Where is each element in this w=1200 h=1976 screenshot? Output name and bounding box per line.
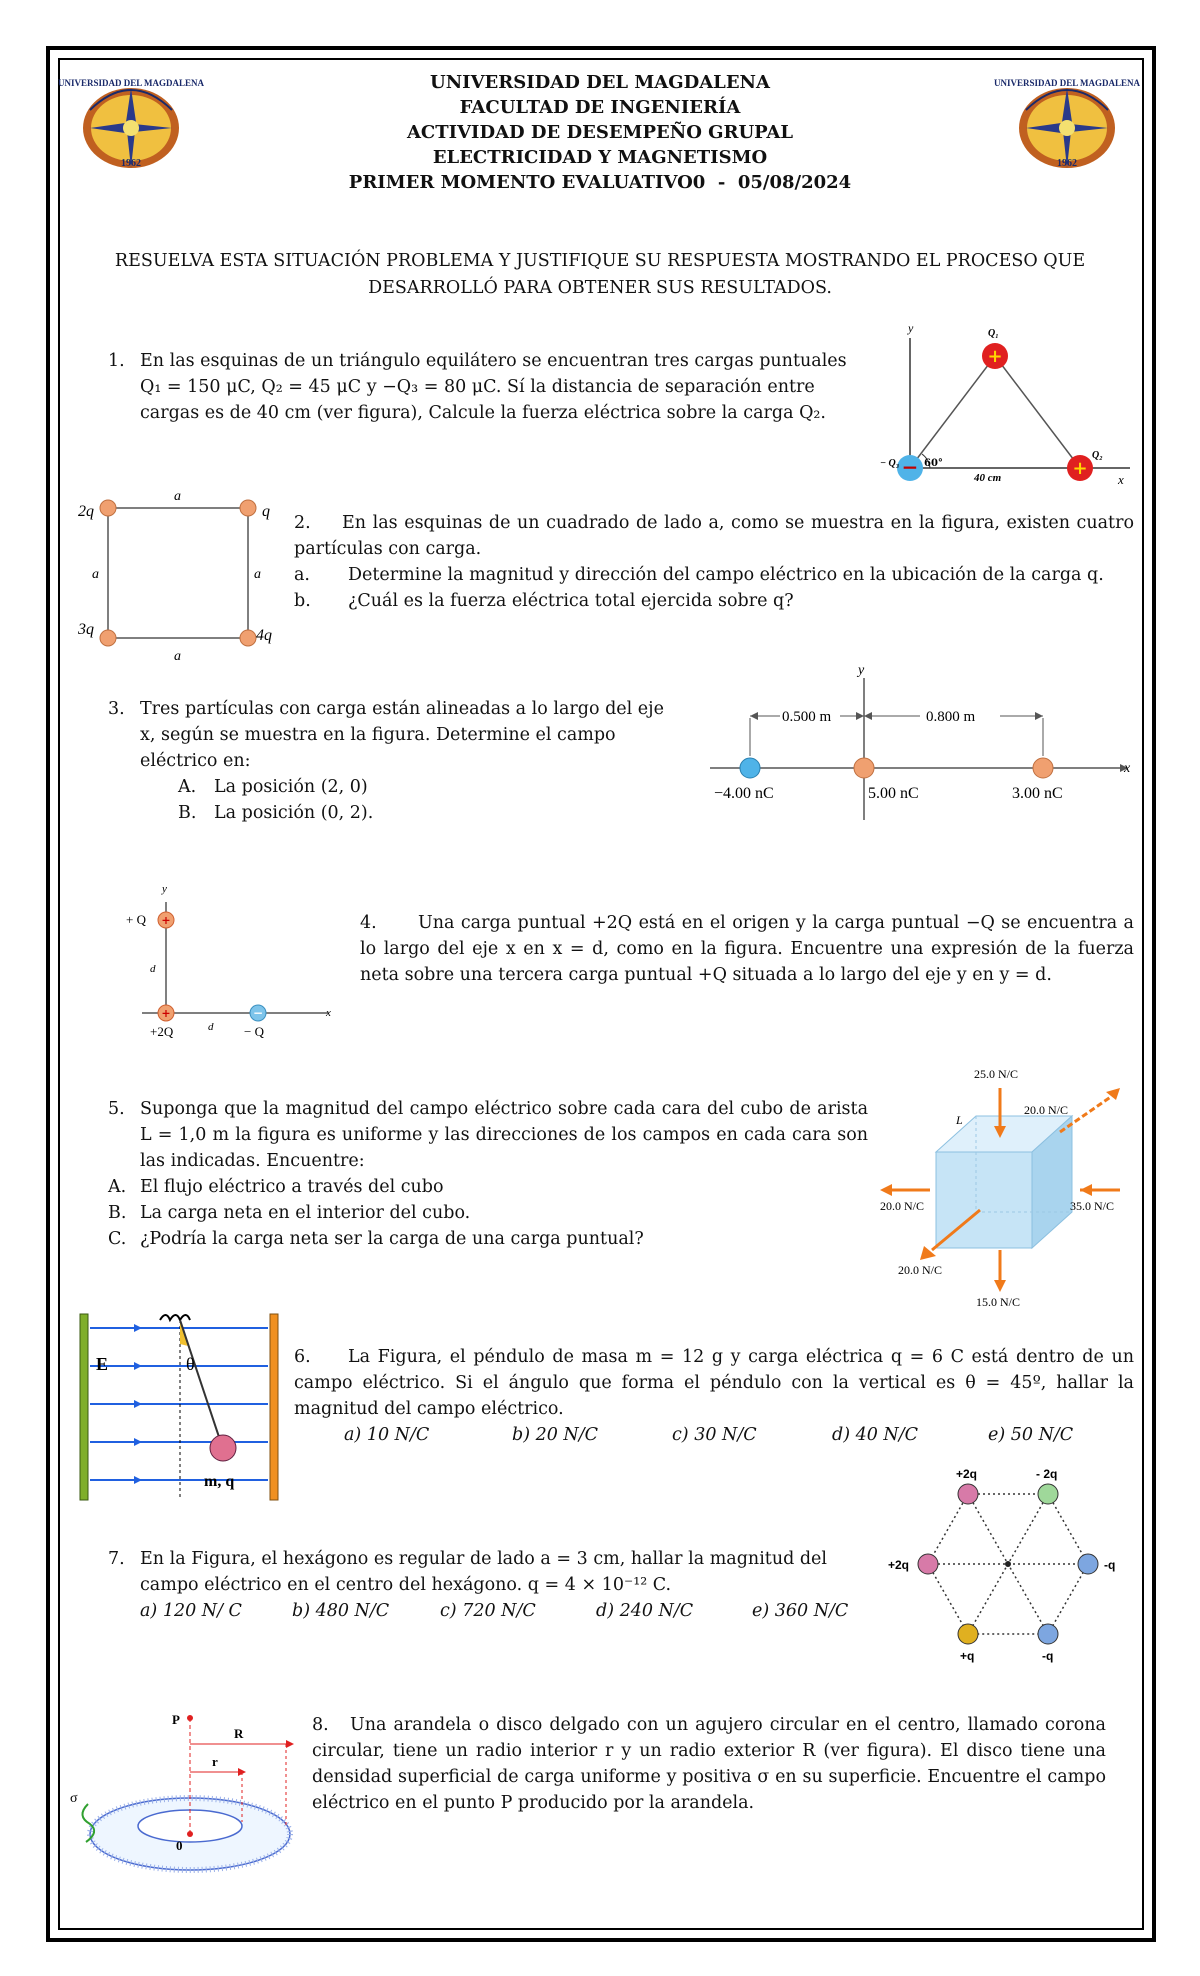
option-a: a) 10 N/C [344, 1425, 430, 1445]
logo-year: 1962 [121, 158, 141, 169]
svg-text:+: + [987, 346, 1003, 367]
option-c: c) 720 N/C [440, 1601, 536, 1621]
problem-1 [108, 348, 868, 426]
university-logo-left [57, 70, 205, 178]
option-e: e) 360 N/C [752, 1601, 849, 1621]
charge-plus-q-label: + Q [126, 912, 146, 927]
svg-text:+: + [1072, 458, 1088, 479]
item-c-text: ¿Podría la carga neta ser la carga de una carga puntual? [140, 1229, 644, 1249]
svg-text:+: + [161, 1007, 171, 1020]
university-name: UNIVERSIDAD DEL MAGDALENA [430, 72, 770, 93]
inner-radius-label: r [212, 1754, 218, 1769]
option-d: d) 40 N/C [832, 1425, 919, 1445]
q1-label: Q₁ [988, 328, 999, 339]
hex-bottom-right-label: -q [1042, 1649, 1054, 1663]
problem-3-line-1: Tres partículas con carga están alineadas a lo largo del eje [140, 699, 664, 719]
problem-3 [108, 696, 688, 826]
option-a: a) 120 N/ C [140, 1601, 242, 1621]
pendulum-diagram [76, 1304, 286, 1504]
problem-1-line-3: cargas es de 40 cm (ver figura), Calcule la fuerza eléctrica sobre la carga Q₂. [140, 403, 826, 423]
outer-radius-label: R [234, 1726, 244, 1741]
svg-text:+: + [161, 914, 171, 927]
field-top-label: 25.0 N/C [974, 1067, 1019, 1081]
charge-4q-label: 4q [256, 627, 272, 644]
hex-top-right-label: - 2q [1036, 1467, 1058, 1481]
point-P-label: P [172, 1712, 180, 1727]
y-label: y [858, 663, 865, 678]
item-a-text: Determine la magnitud y dirección del campo eléctrico en la ubicación de la carga q. [348, 565, 1104, 585]
square-charges-diagram [76, 488, 286, 664]
x-label: x [326, 1007, 331, 1019]
problem-number: 4. [360, 913, 377, 933]
course-title: ELECTRICIDAD Y MAGNETISMO [432, 147, 768, 168]
aligned-charges-diagram [700, 660, 1140, 820]
item-a-label: A. [178, 777, 197, 797]
hex-right-label: -q [1104, 1558, 1116, 1572]
item-a-label: A. [108, 1177, 127, 1197]
item-b-label: B. [178, 803, 197, 823]
charge-minus-q-label: − Q [244, 1024, 264, 1039]
side-label-right: a [254, 567, 261, 582]
field-front-label: 20.0 N/C [898, 1263, 943, 1277]
x-label: x [1118, 472, 1124, 487]
y-label: y [162, 883, 167, 895]
q2-label: Q₂ [1092, 450, 1103, 461]
item-a-text: La posición (2, 0) [214, 777, 368, 797]
mass-charge-label: m, q [204, 1473, 235, 1490]
problem-number: 6. [294, 1347, 311, 1367]
axis-charges-diagram [120, 878, 350, 1048]
problem-4-text: Una carga puntual +2Q está en el origen y la carga puntual −Q se encuentra a lo largo del eje x en x = d, como en la figura. Encuentre una expresión de la fuerza neta sobre una tercera carga puntual +Q situada a lo largo del eje y en y = d. [360, 913, 1134, 985]
distance-d-horizontal: d [208, 1021, 214, 1033]
item-c-label: C. [108, 1229, 127, 1249]
item-b-text: ¿Cuál es la fuerza eléctrica total ejercida sobre q? [348, 591, 794, 611]
field-bottom-label: 15.0 N/C [976, 1295, 1021, 1309]
item-a-text: El flujo eléctrico a través del cubo [140, 1177, 444, 1197]
problem-8-text: Una arandela o disco delgado con un agujero circular en el centro, llamado corona circular, tiene un radio interior r y un radio exterior R (ver figura). El disco tiene una densidad superficial de carga uniforme y positiva σ en su superficie. Encuentre el campo eléctrico en el punto P producido por la arandela. [312, 1715, 1106, 1813]
item-b-text: La posición (0, 2). [214, 803, 374, 823]
option-e: e) 50 N/C [988, 1425, 1074, 1445]
distance-2: 0.800 m [926, 709, 976, 725]
problem-3-line-2: x, según se muestra en la figura. Determine el campo [140, 725, 616, 745]
q3-label: − Q₃ [880, 458, 900, 469]
svg-text:−: − [252, 1006, 264, 1020]
triangle-charges-diagram [880, 318, 1140, 498]
charge-2-label: 5.00 nC [868, 785, 919, 802]
item-a-label: a. [294, 565, 310, 585]
problem-2-text: En las esquinas de un cuadrado de lado a, como se muestra en la figura, existen cuatro partículas con carga. [294, 513, 1134, 559]
problem-1-line-2: Q₁ = 150 μC, Q₂ = 45 μC y −Q₃ = 80 μC. Sí la distancia de separación entre [140, 377, 815, 397]
options-row [108, 1598, 888, 1624]
problem-number: 8. [312, 1715, 329, 1735]
problem-number: 7. [108, 1549, 125, 1569]
logo-arc-text: UNIVERSIDAD DEL MAGDALENA [993, 78, 1141, 88]
side-label-bottom: a [174, 649, 181, 664]
field-back-label: 20.0 N/C [1024, 1103, 1069, 1117]
side-label-left: a [92, 567, 99, 582]
problem-number: 2. [294, 513, 311, 533]
origin-label: 0 [176, 1838, 183, 1853]
problem-number: 3. [108, 699, 125, 719]
distance-d-vertical: d [150, 963, 156, 975]
charge-3-label: 3.00 nC [1012, 785, 1063, 802]
angle-label: 60° [924, 458, 943, 469]
cube-field-diagram [880, 1060, 1140, 1310]
option-c: c) 30 N/C [672, 1425, 757, 1445]
logo-year: 1962 [1057, 158, 1077, 169]
hex-left-label: +2q [888, 1558, 910, 1572]
side-label-top: a [174, 489, 181, 504]
problem-6-text: La Figura, el péndulo de masa m = 12 g y carga eléctrica q = 6 C está dentro de un campo eléctrico. Si el ángulo que forma el péndulo con la vertical es θ = 45º, hallar la magnitud del campo eléctrico. [294, 1347, 1134, 1419]
charge-3q-label: 3q [78, 621, 94, 638]
charge-1-label: −4.00 nC [714, 785, 774, 802]
problem-3-line-3: eléctrico en: [140, 751, 251, 771]
distance-label: 40 cm [974, 472, 1002, 484]
problem-5-text: Suponga que la magnitud del campo eléctrico sobre cada cara del cubo de arista L = 1,0 m la figura es uniforme y las direcciones de los campos en cada cara son las indicadas. Encuentre: [140, 1099, 868, 1171]
distance-1: 0.500 m [782, 709, 832, 725]
problem-4 [360, 910, 1134, 988]
problem-8 [312, 1712, 1106, 1816]
faculty-name: FACULTAD DE INGENIERÍA [459, 97, 741, 118]
y-label: y [908, 321, 914, 335]
problem-7-line-2: campo eléctrico en el centro del hexágono. q = 4 × 10⁻¹² C. [140, 1575, 672, 1595]
item-b-text: La carga neta en el interior del cubo. [140, 1203, 471, 1223]
problem-7 [108, 1546, 888, 1624]
problem-2 [294, 510, 1134, 614]
hex-top-left-label: +2q [956, 1467, 978, 1481]
svg-text:−: − [901, 455, 919, 479]
problem-1-line-1: En las esquinas de un triángulo equilátero se encuentran tres cargas puntuales [140, 351, 847, 371]
hex-bottom-left-label: +q [960, 1649, 975, 1663]
moment-title: PRIMER MOMENTO EVALUATIVO0 - 05/08/2024 [348, 172, 852, 193]
sigma-label: σ [70, 1791, 78, 1806]
edge-L-label: L [956, 1113, 963, 1127]
instructions: RESUELVA ESTA SITUACIÓN PROBLEMA Y JUSTIFIQUE SU RESPUESTA MOSTRANDO EL PROCESO QUE DESARROLLÓ PARA OBTENER SUS RESULTADOS. [114, 251, 1086, 298]
activity-title: ACTIVIDAD DE DESEMPEÑO GRUPAL [406, 122, 794, 143]
field-right-label: 35.0 N/C [1070, 1199, 1115, 1213]
field-left-label: 20.0 N/C [880, 1199, 925, 1213]
problem-7-line-1: En la Figura, el hexágono es regular de lado a = 3 cm, hallar la magnitud del [140, 1549, 828, 1569]
option-b: b) 480 N/C [292, 1601, 390, 1621]
university-logo-right [993, 70, 1141, 178]
charge-q-label: q [262, 503, 270, 520]
charge-2q-label: 2q [78, 503, 94, 520]
item-b-label: B. [108, 1203, 127, 1223]
options-row [294, 1422, 1134, 1448]
problem-number: 1. [108, 351, 125, 371]
hexagon-charges-diagram [880, 1464, 1140, 1664]
logo-arc-text: UNIVERSIDAD DEL MAGDALENA [57, 78, 205, 88]
annulus-disk-diagram [70, 1706, 310, 1876]
x-label: x [1124, 761, 1131, 776]
document-header [200, 70, 1000, 195]
field-E-label: E [96, 1354, 109, 1374]
charge-plus-2q-label: +2Q [150, 1024, 174, 1039]
item-b-label: b. [294, 591, 311, 611]
option-d: d) 240 N/C [596, 1601, 694, 1621]
theta-label: θ [186, 1354, 195, 1374]
option-b: b) 20 N/C [512, 1425, 599, 1445]
problem-6 [294, 1344, 1134, 1448]
problem-number: 5. [108, 1099, 125, 1119]
problem-5 [108, 1096, 868, 1252]
